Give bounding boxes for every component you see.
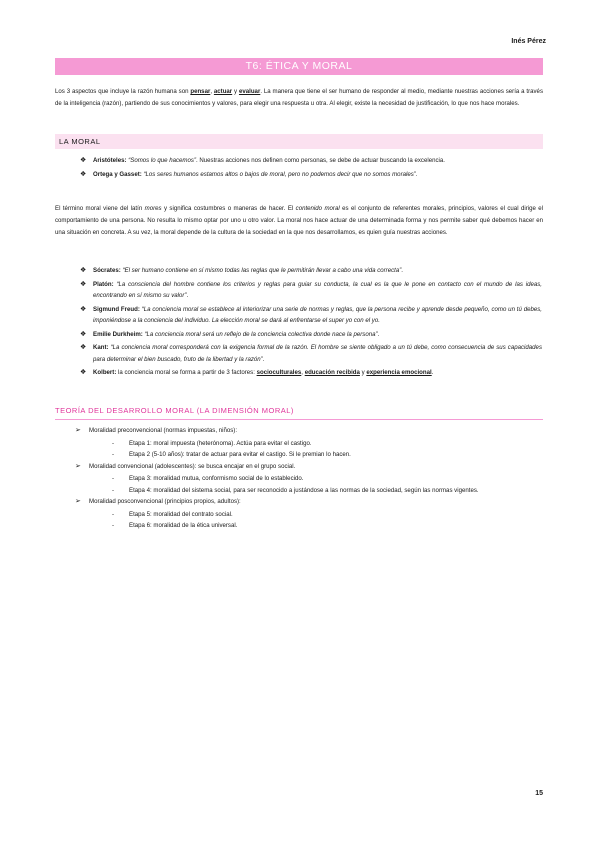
section-heading-teoria: TEORÍA DEL DESARROLLO MORAL (LA DIMENSIÓN MORAL) xyxy=(55,406,543,420)
quote-text: “Somos lo que hacemos” xyxy=(128,157,196,164)
quote-text: “Los seres humanos estamos altos o bajos de moral, pero no podemos decir que no somos morales” xyxy=(143,170,416,178)
item-text: . xyxy=(186,292,189,299)
section-heading-moral: LA MORAL xyxy=(55,134,543,149)
item-text: . Nuestras acciones nos definen como personas, se debe de actuar buscando la excelencia. xyxy=(195,157,445,164)
diamond-bullet-icon: ❖ xyxy=(80,157,87,164)
author-label: Sócrates: xyxy=(93,267,121,274)
dash-bullet-icon: - xyxy=(112,510,115,518)
intro-text: . La manera que tiene el ser humano de responder al medio, mediante nuestras acciones sería a través de la inteligencia (razón), partiendo de sus conocimientos y valores, para elegir una respuesta u otra. Al elegir, existe la necesidad de justificación, lo que nos hace morales. xyxy=(55,88,543,107)
dash-bullet-icon: - xyxy=(112,522,115,529)
para-text: El término moral viene del latín xyxy=(55,205,145,212)
level-label: Moralidad posconvencional (principios propios, adultos): xyxy=(89,498,241,505)
stage-text: Etapa 6: moralidad de la ética universal. xyxy=(129,522,238,529)
intro-keyword: pensar xyxy=(190,88,211,95)
diamond-bullet-icon: ❖ xyxy=(80,305,87,313)
author-label: Platón: xyxy=(93,280,114,288)
quote-text: “La consciencia del hombre contiene los criterios y reglas para guiar su conducta, la cual es la que le pone en contacto con el mundo de las ideas, encontrando en sí mismo su valor” xyxy=(93,280,542,299)
stage-item xyxy=(75,473,543,485)
item-text: . xyxy=(401,267,403,274)
diamond-bullet-icon: ❖ xyxy=(80,369,87,376)
intro-keyword: evaluar xyxy=(238,88,261,95)
para-term: contenido moral xyxy=(295,205,340,212)
diamond-bullet-icon: ❖ xyxy=(80,170,87,178)
intro-paragraph xyxy=(55,86,543,110)
stage-text: Etapa 4: moralidad del sistema social, para ser reconocido a justándose a las normas de la sociedad, según las normas vigentes. xyxy=(129,486,479,494)
level-item xyxy=(75,461,543,473)
page-title: T6: ÉTICA Y MORAL xyxy=(55,58,543,75)
page-number: 15 xyxy=(535,790,543,797)
level-label: Moralidad preconvencional (normas impuestas, niños): xyxy=(89,427,238,434)
level-item xyxy=(75,425,543,437)
diamond-bullet-icon: ❖ xyxy=(80,267,87,274)
item-text: la conciencia moral se forma a partir de 3 factores: xyxy=(116,369,257,376)
arrow-bullet-icon: ➢ xyxy=(75,462,81,470)
list-item xyxy=(80,279,542,302)
list-item xyxy=(80,265,542,277)
author-label: Kolbert: xyxy=(93,369,117,376)
stage-item xyxy=(75,438,543,450)
factor-text: educación recibida xyxy=(304,369,360,376)
list-item xyxy=(80,304,542,327)
item-text: . xyxy=(377,330,380,338)
stage-item xyxy=(75,485,543,497)
list-item xyxy=(80,155,542,167)
item-text: , xyxy=(301,369,305,376)
stage-text: Etapa 5: moralidad del contrato social. xyxy=(129,510,233,518)
item-text: y xyxy=(359,369,367,376)
arrow-bullet-icon: ➢ xyxy=(75,498,81,505)
para-term: mores xyxy=(144,205,162,212)
quote-text: “La conciencia moral será un reflejo de la conciencia colectiva donde nace la persona” xyxy=(144,330,378,338)
stage-text: Etapa 1: moral impuesta (heterónoma). Actúa para evitar el castigo. xyxy=(129,439,312,447)
author-label: Sigmund Freud: xyxy=(93,305,140,313)
quote-text: “La conciencia moral corresponderá con la exigencia formal de la razón. El hombre se siente obligado a un tú debe, como consecuencia de sus capacidades para determinar el bien buscado, fruto de la libertad y la razón” xyxy=(93,344,542,363)
item-text: . xyxy=(431,369,434,376)
quote-list-1 xyxy=(80,155,542,182)
intro-text: y xyxy=(232,88,239,95)
factor-text: socioculturales xyxy=(256,369,302,376)
author-label: Aristóteles: xyxy=(93,157,127,164)
dash-bullet-icon: - xyxy=(112,475,115,482)
item-text: . xyxy=(262,355,265,363)
dash-bullet-icon: - xyxy=(112,439,115,447)
moral-definition-paragraph xyxy=(55,203,543,239)
list-item xyxy=(80,342,542,365)
intro-text: Los 3 aspectos que incluye la razón humana son xyxy=(55,88,191,95)
diamond-bullet-icon: ❖ xyxy=(80,280,87,288)
level-item xyxy=(75,496,543,508)
author-label: Kant: xyxy=(93,344,109,351)
author-label: Ortega y Gasset: xyxy=(93,170,142,178)
para-text: es el conjunto de referentes morales, principios, valores el cual dirige el comportamiento de una persona. No resulta lo mismo optar por uno u otro valor. La moral nos hace actuar de una determinada forma y nos permite saber qué debemos hacer en una situación en concreta. A su vez, la moral depende de la cultura de la sociedad en la que nos desarrollamos, es quien guía nuestras acciones. xyxy=(55,205,543,236)
quote-text: “La conciencia moral se establece al interiorizar una serie de normas y reglas, que la persona recibe y aprende desde pequeño, como un tú debes, imponiéndose a la conciencia del individuo. La elección moral se dará al enfrentarse el super yo con el yo. xyxy=(93,305,542,324)
list-item xyxy=(80,367,542,379)
stage-item xyxy=(75,509,543,521)
diamond-bullet-icon: ❖ xyxy=(80,344,87,351)
stage-item xyxy=(75,449,543,461)
item-text: . xyxy=(415,170,418,178)
level-label: Moralidad convencional (adolescentes): se busca encajar en el grupo social. xyxy=(89,462,296,470)
intro-keyword: actuar xyxy=(213,88,233,95)
arrow-bullet-icon: ➢ xyxy=(75,427,81,434)
dash-bullet-icon: - xyxy=(112,486,115,494)
quote-text: “El ser humano contiene en sí mismo todas las reglas que le permitirán llevar a cabo una vida correcta” xyxy=(122,267,402,274)
para-text: y significa costumbres o maneras de hacer. El xyxy=(161,205,296,212)
stage-text: Etapa 3: moralidad mutua, conformismo social de lo establecido. xyxy=(129,475,304,482)
dash-bullet-icon: - xyxy=(112,451,115,458)
list-item xyxy=(80,169,542,181)
moral-development-levels xyxy=(75,425,543,532)
intro-text: , xyxy=(210,88,214,95)
factor-text: experiencia emocional xyxy=(366,369,432,376)
quote-list-2 xyxy=(80,265,542,381)
stage-text: Etapa 2 (5-10 años): tratar de actuar para evitar el castigo. Si le premian lo hacen. xyxy=(129,451,351,458)
list-item xyxy=(80,329,542,341)
author-label: Emilie Durkheim: xyxy=(93,330,143,338)
stage-item xyxy=(75,520,543,532)
diamond-bullet-icon: ❖ xyxy=(80,330,87,338)
author-name: Inés Pérez xyxy=(511,38,546,45)
